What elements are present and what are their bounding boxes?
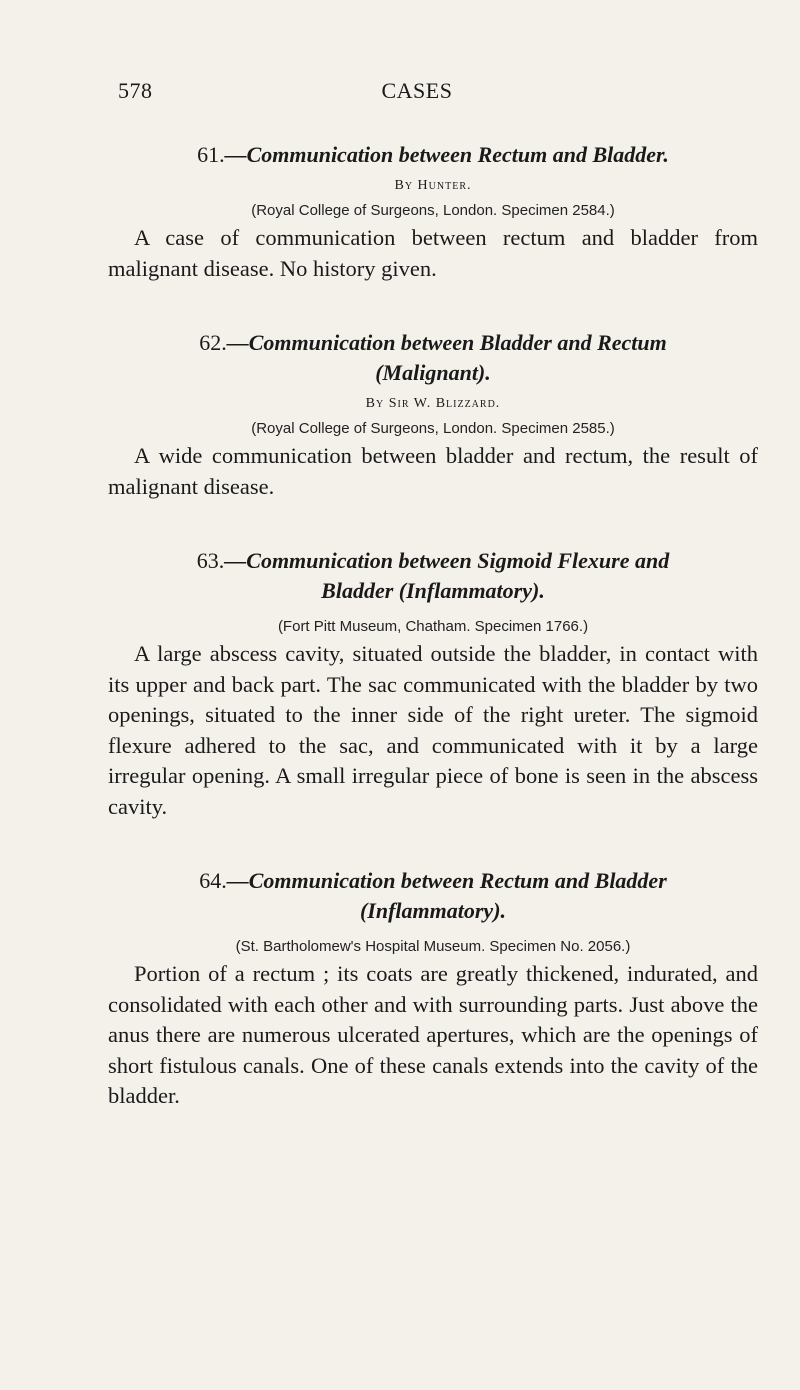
case-subtitle: Bladder (Inflammatory). bbox=[321, 578, 545, 603]
case-description: A case of communication between rectum and bladder from malignant disease. No history given. bbox=[108, 225, 758, 281]
case-description: A wide communication between bladder and rectum, the result of malignant disease. bbox=[108, 443, 758, 499]
case-number: 61. bbox=[197, 142, 225, 167]
case-byline: By Sir W. Blizzard. bbox=[365, 396, 501, 411]
case-number: 64. bbox=[199, 868, 227, 893]
case-title: —Communication between Rectum and Bladder bbox=[226, 868, 667, 893]
case-heading bbox=[108, 866, 758, 926]
case-entry-62 bbox=[108, 328, 758, 502]
case-heading bbox=[108, 328, 758, 388]
case-title: —Communication between Sigmoid Flexure and bbox=[224, 548, 670, 573]
case-source: (Fort Pitt Museum, Chatham. Specimen 1766.) bbox=[277, 618, 589, 635]
case-subtitle: (Malignant). bbox=[375, 360, 491, 385]
case-number: 63. bbox=[196, 548, 225, 573]
case-heading bbox=[108, 546, 758, 606]
case-byline: By Hunter. bbox=[394, 178, 472, 193]
case-description: A large abscess cavity, situated outside the bladder, in contact with its upper and back part. The sac communicated with the bladder by two openings, situated to the inner side of the right ureter. The sigmoid flexure adhered to the sac, and communicated with it by a large irregular opening. A small irregular piece of bone is seen in the abscess cavity. bbox=[108, 641, 758, 819]
case-subtitle: (Inflammatory). bbox=[359, 898, 507, 923]
case-source: (Royal College of Surgeons, London. Specimen 2584.) bbox=[251, 202, 615, 219]
case-source: (St. Bartholomew's Hospital Museum. Specimen No. 2056.) bbox=[235, 938, 631, 955]
case-title: —Communication between Rectum and Bladder. bbox=[224, 142, 669, 167]
page-number: 578 bbox=[118, 78, 153, 103]
case-source: (Royal College of Surgeons, London. Specimen 2585.) bbox=[251, 420, 615, 437]
running-head bbox=[118, 78, 716, 108]
case-number: 62. bbox=[199, 330, 227, 355]
case-description: Portion of a rectum ; its coats are greatly thickened, indurated, and consolidated with each other and with surrounding parts. Just above the anus there are numerous ulcerated apertures, which are the openings of short fistulous canals. One of these canals extends into the cavity of the bladder. bbox=[108, 961, 758, 1108]
running-title: CASES bbox=[381, 78, 453, 103]
case-heading bbox=[108, 140, 758, 170]
case-entry-64 bbox=[108, 866, 758, 1112]
case-entry-63 bbox=[108, 546, 758, 822]
page-body bbox=[108, 140, 758, 1112]
case-title: —Communication between Bladder and Rectum bbox=[226, 330, 667, 355]
case-entry-61 bbox=[108, 140, 758, 284]
